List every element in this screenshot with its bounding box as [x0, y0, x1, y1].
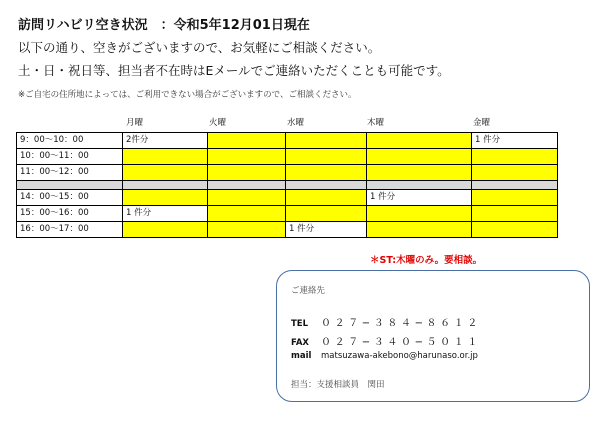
schedule-row [17, 133, 558, 149]
day-header-wed: 水曜 [287, 118, 305, 128]
availability-cell: 1 件分 [367, 190, 472, 206]
availability-cell [208, 165, 286, 181]
tel-value: ０２７−３８４−８６１２ [321, 318, 481, 329]
time-slot-cell: 11：00〜12：00 [17, 165, 123, 181]
availability-cell [286, 206, 367, 222]
fax-label: FAX [291, 338, 309, 348]
contact-label: ご連絡先 [291, 286, 326, 296]
availability-cell [286, 133, 367, 149]
availability-cell [367, 133, 472, 149]
availability-cell: 1 件分 [472, 133, 558, 149]
availability-cell [367, 149, 472, 165]
lunch-break-cell [472, 181, 558, 190]
intro-line-2: 土・日・祝日等、担当者不在時はEメールでご連絡いただくことも可能です。 [18, 63, 450, 78]
intro-line-1: 以下の通り、空きがございますので、お気軽にご相談ください。 [18, 40, 381, 55]
lunch-break-cell [367, 181, 472, 190]
availability-cell [123, 190, 208, 206]
availability-cell [472, 190, 558, 206]
availability-cell [286, 165, 367, 181]
page-title: 訪問リハビリ空き状況 ：令和5年12月01日現在 [18, 18, 310, 33]
staff-in-charge: 担当：支援相談員 関田 [291, 380, 385, 390]
availability-cell [208, 222, 286, 238]
availability-cell [208, 149, 286, 165]
schedule-row [17, 165, 558, 181]
lunch-break-cell [286, 181, 367, 190]
contact-box [276, 270, 590, 402]
availability-cell [286, 149, 367, 165]
schedule-row [17, 149, 558, 165]
availability-cell [367, 206, 472, 222]
availability-cell [208, 133, 286, 149]
address-note: ※ご自宅の住所地によっては、ご利用できない場合がございますので、ご相談ください。 [18, 90, 357, 100]
availability-cell [472, 165, 558, 181]
availability-cell [208, 190, 286, 206]
availability-cell [472, 222, 558, 238]
mail-label: mail [291, 351, 312, 361]
time-slot-cell: 14：00〜15：00 [17, 190, 123, 206]
day-header-fri: 金曜 [473, 118, 491, 128]
availability-cell [123, 222, 208, 238]
mail-link[interactable]: matsuzawa-akebono@harunaso.or.jp [321, 351, 478, 361]
mail-row [291, 351, 478, 361]
availability-cell [367, 222, 472, 238]
schedule-row [17, 190, 558, 206]
day-header-mon: 月曜 [126, 118, 144, 128]
tel-row [291, 314, 481, 329]
st-note: ＊ST:木曜のみ。要相談。 [370, 255, 483, 266]
tel-label: TEL [291, 319, 309, 329]
availability-cell [472, 149, 558, 165]
time-slot-cell: 15：00〜16：00 [17, 206, 123, 222]
availability-cell [367, 165, 472, 181]
availability-table [16, 132, 558, 238]
fax-value: ０２７−３４０−５０１１ [321, 337, 481, 348]
time-slot-cell: 10：00〜11：00 [17, 149, 123, 165]
day-header-tue: 火曜 [209, 118, 227, 128]
availability-cell [123, 149, 208, 165]
fax-row [291, 333, 481, 348]
schedule-row [17, 222, 558, 238]
availability-cell [286, 190, 367, 206]
availability-cell: 1 件分 [286, 222, 367, 238]
time-slot-cell: 9：00〜10：00 [17, 133, 123, 149]
schedule-row [17, 206, 558, 222]
lunch-break-cell [208, 181, 286, 190]
availability-cell [472, 206, 558, 222]
availability-cell [123, 165, 208, 181]
lunch-break-cell [123, 181, 208, 190]
time-slot-cell: 16：00〜17：00 [17, 222, 123, 238]
day-header-thu: 木曜 [367, 118, 385, 128]
availability-cell: 2件分 [123, 133, 208, 149]
lunch-break-cell [17, 181, 123, 190]
availability-cell: 1 件分 [123, 206, 208, 222]
lunch-break-row [17, 181, 558, 190]
availability-cell [208, 206, 286, 222]
